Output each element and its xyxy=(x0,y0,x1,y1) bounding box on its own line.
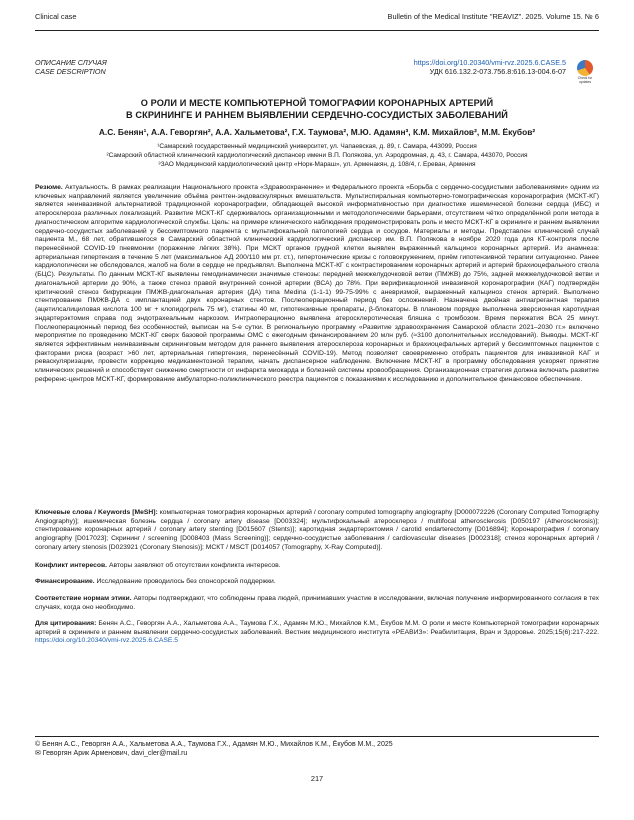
author-list: А.С. Бенян¹, А.А. Геворгян², А.А. Хальметова², Г.Х. Таумова², М.Ю. Адамян³, К.М. Михайлов², М.М. Ёкубов² xyxy=(98,127,536,137)
citation-text: Бенян А.С., Геворгян А.А., Хальметова А.А., Таумова Г.Х., Адамян М.Ю., Михайлов К.М., Ёкубов М.М. О роли и месте Компьютерной томографии коронарных артерий в скрининге и раннем выявлении сердечно-сосудистых заболеваний. Вестник медицинского института «РЕАВИЗ»: Реабилитация, Врач и Здоровье. 2025;15(6):217-222. xyxy=(35,620,599,636)
title-line-1: О РОЛИ И МЕСТЕ КОМПЬЮТЕРНОЙ ТОМОГРАФИИ КОРОНАРНЫХ АРТЕРИЙ xyxy=(140,98,494,108)
ethics-label: Соответствие нормам этики. xyxy=(35,595,132,602)
article-type-en: CASE DESCRIPTION xyxy=(35,67,106,76)
abstract-label: Резюме. xyxy=(35,184,63,191)
article-type xyxy=(35,58,107,76)
check-for-updates-badge[interactable] xyxy=(572,60,598,86)
page-number: 217 xyxy=(310,774,324,783)
citation-link[interactable]: https://doi.org/10.20340/vmi-rvz.2025.6.CASE.5 xyxy=(35,637,178,645)
funding-text: Исследование проводилось без спонсорской поддержки. xyxy=(96,578,276,585)
citation-label: Для цитирования: xyxy=(35,620,97,627)
affiliation-2: ²Самарский областной клинический кардиологический диспансер имени В.П. Полякова, ул. Аэродромная, д. 43, г. Самара, 443070, Россия xyxy=(106,152,528,159)
conflict-text: Авторы заявляют об отсутствии конфликта интересов. xyxy=(108,562,281,569)
article-type-ru: ОПИСАНИЕ СЛУЧАЯ xyxy=(35,58,107,67)
funding-statement xyxy=(35,578,599,587)
conflict-label: Конфликт интересов. xyxy=(35,562,108,569)
doi-block xyxy=(414,58,566,76)
header-section-label: Clinical case xyxy=(35,12,77,21)
keywords xyxy=(35,509,599,553)
affiliation-3: ³ЗАО Медицинский кардиологический центр «Норк-Мараш», ул. Арменакян, д. 108/4, г. Ереван, Армения xyxy=(158,161,476,168)
footer-rule xyxy=(35,736,599,737)
abstract-text: Актуальность. В рамках реализации Национального проекта «Здравоохранение» и Федерального проекта «Борьба с сердечно-сосудистыми заболеваниями» одним из ключевых направлений является увеличение объёма рентген-эндоваскулярных вмешательств. Мультиспиральная компьютерно-томографическая коронарография (МСКТ-КГ) является неинвазивной альтернативой традиционной коронарографии, обладающей высокой информативностью при диагностике ишемической болезни сердца (ИБС) и атеросклероза различных локализаций. Развитие МСКТ-КГ сдерживалось организационными и методологическими барьерами, отсутствием чётко определённой роли метода в диагностическом алгоритме кардиологической службы. Цель: на примере клинического наблюдения продемонстрировать роль и место МСКТ-КГ в скрининге и раннем выявлении сердечно-сосудистых заболеваний у бессимптомного пациента с мультифокальной патологией сердца и сосудов. Материалы и методы. Представлен клинический случай пациента М., 68 лет, обратившегося в Самарский областной клинический кардиологический диспансер им. В.П. Полякова в ноябре 2020 года для КТ-контроля после перенесённой COVID-19 пневмонии (поражение лёгких 38%). При МСКТ органов грудной клетки выявлен выраженный кальциноз коронарных артерий. Из анамнеза: артериальная гипертензия в течение 5 лет (максимальное АД 200/110 мм рт. ст.), гипертонические кризы с головокружением, приём гипотензивной терапии ситуационно. Ранее кардиологически не обследовался, жалоб на боли в сердце не предъявлял. Выполнена МСКТ-КГ с контрастированием коронарных артерий и артерий брахиоцефального ствола (БЦС). Результаты. По данным МСКТ-КГ выявлены гемодинамически значимые стенозы: передней межжелудочковой ветви (ПМЖВ) до 75%, задней межжелудочковой ветви и диагональной артерии до 90%, а также стеноз правой внутренней сонной артерии (ВСА) до 78%. При верификационной инвазивной коронарографии (КАГ) подтверждён критический стеноз бифуркации ПМЖВ-диагональная артерия (ДА) типа Medina (1-1-1) 99-75-99% с аневризмой, выраженный кальциноз стенок артерий. Выполнено стентирование ПМЖВ-ДА с имплантацией двух коронарных стентов. Послеоперационный период без осложнений. Назначена двойная антиагрегантная терапия (ацетилсалициловая кислота 100 мг + клопидогрель 75 мг), статины 40 мг, гипотензивные препараты, β-блокаторы. В плановом порядке выполнена эверсионная каротидная эндартерэктомия справа под эндотрахеальным наркозом. Интраоперационно выявлена атеросклеротическая бляшка с тромбозом. Время пережатия ВСА 25 минут. Послеоперационный период без особенностей, выписан на 5-е сутки. В региональную программу «Развитие здравоохранения Самарской области 2021–2030 гг.» включено мероприятие по проведению МСКТ-КГ сверх базовой программы ОМС с ежегодным финансированием 20 млн руб. (≈3100 дополнительных исследований). Выводы. МСКТ-КГ является эффективным неинвазивным скрининговым методом для раннего выявления атеросклероза коронарных и брахиоцефальных артерий у бессимптомных пациентов с факторами риска (возраст >60 лет, артериальная гипертензия, перенесённый COVID-19). Метод позволяет своевременно отобрать пациентов для инвазивной КАГ и реваскуляризации, провести коррекцию медикаментозной терапии, начать диспансерное наблюдение. Включение МСКТ-КГ в программу обследования ускоряет принятие клинических решений и способствует снижению смертности от инфаркта миокарда и болезней системы кровообращения. Организационная стратегия должна включать развитие референс-центров МСКТ-КГ, формирование амбулаторно-поликлинического реестра пациентов с показаниями к исследованию и дополнительное финансовое обеспечение. xyxy=(35,184,599,383)
footer xyxy=(35,740,599,758)
doi-link[interactable]: https://doi.org/10.20340/vmi-rvz.2025.6.CASE.5 xyxy=(413,58,566,67)
keywords-label: Ключевые слова / Keywords [MeSH]: xyxy=(35,509,158,516)
udc-code: УДК 616.132.2-073.756.8:616.13-004.6-07 xyxy=(429,67,566,76)
affiliations xyxy=(35,142,599,169)
header-rule xyxy=(35,30,599,31)
abstract xyxy=(35,184,599,385)
keywords-text: компьютерная томография коронарных артерий / coronary computed tomography angiography [D000072226 (Coronary Computed Tomography Angiography)]; ишемическая болезнь сердца / coronary artery disease [D003324]; мультифокальный атеросклероз / multifocal atherosclerosis [D050197 (Atherosclerosis)]; стентирование коронарных артерий / coronary artery stenting [D015607 (Stents)]; каротидная эндартерэктомия / carotid endarterectomy [D016894]; Коронарография / coronary angiography [D017023]; Скрининг / screening [D008403 (Mass Screening)]; сердечно-сосудистые заболевания / cardiovascular diseases [D002318]; стеноз коронарных артерий / coronary artery stenosis [D023921 (Coronary Stenosis)]; МСКТ / MSCT [D014057 (Tomography, X-Ray Computed)]. xyxy=(35,509,599,551)
conflict-statement xyxy=(35,562,599,571)
affiliation-1: ¹Самарский государственный медицинский университет, ул. Чапаевская, д. 89, г. Самара, 443099, Россия xyxy=(157,143,477,150)
funding-label: Финансирование. xyxy=(35,578,95,585)
copyright: © Бенян А.С., Геворгян А.А., Хальметова А.А., Таумова Г.Х., Адамян М.Ю., Михайлов К.М., Ёкубов М.М., 2025 xyxy=(35,741,393,748)
update-icon xyxy=(577,60,593,76)
badge-label: Check for updates xyxy=(577,76,593,84)
article-title xyxy=(35,97,599,121)
title-line-2: В СКРИНИНГЕ И РАННЕМ ВЫЯВЛЕНИИ СЕРДЕЧНО-СОСУДИСТЫХ ЗАБОЛЕВАНИЙ xyxy=(125,110,509,120)
citation xyxy=(35,620,599,646)
running-header xyxy=(35,12,599,26)
ethics-statement xyxy=(35,595,599,612)
corresponding-author: ✉ Геворгян Арик Арменович, davi_cler@mail.ru xyxy=(35,750,188,757)
header-journal-label: Bulletin of the Medical Institute "REAVIZ". 2025. Volume 15. № 6 xyxy=(387,12,599,21)
ethics-text: Авторы подтверждают, что соблюдены права людей, принимавших участие в исследовании, включая получение информированного согласия в тех случаях, когда оно необходимо. xyxy=(35,595,599,611)
